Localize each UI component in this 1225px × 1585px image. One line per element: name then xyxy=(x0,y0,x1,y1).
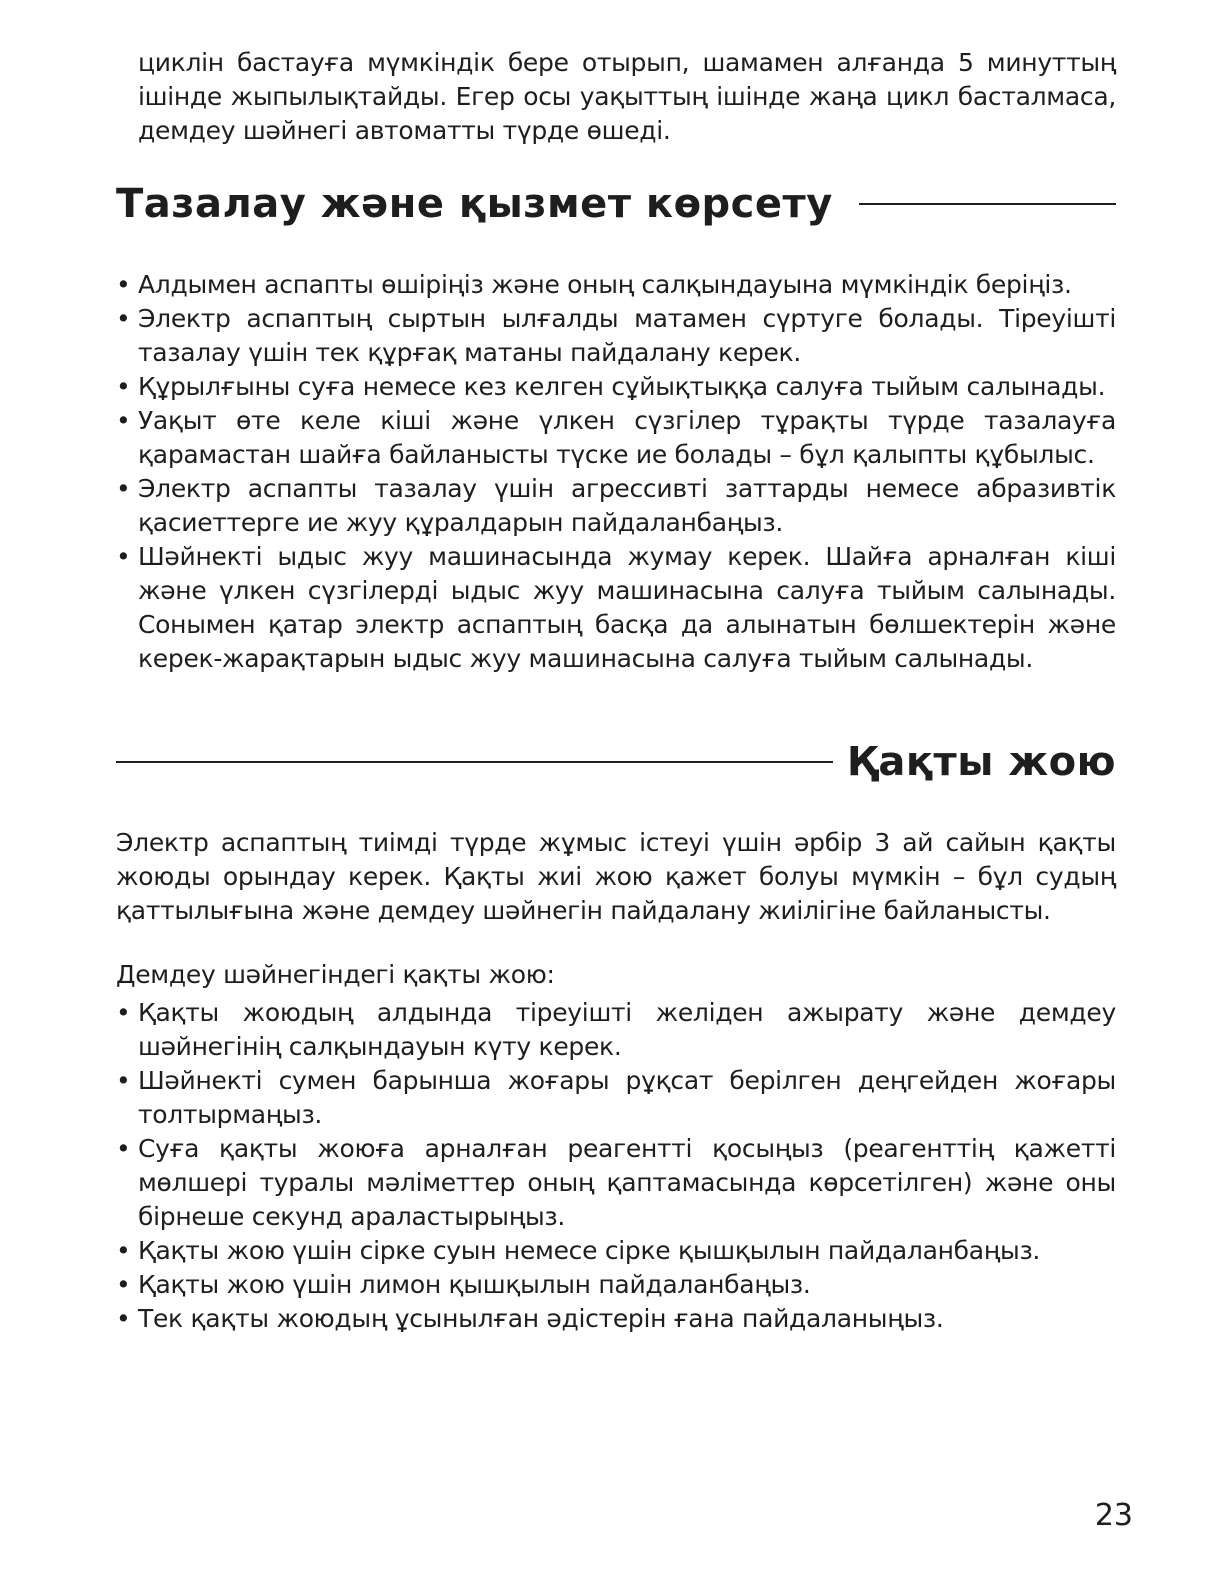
bullet-icon: • xyxy=(116,474,131,503)
bullet-icon: • xyxy=(116,1134,131,1163)
list-item-text: Құрылғыны суға немесе кез келген сұйықтыққа салуға тыйым салынады. xyxy=(138,372,1106,401)
bullet-icon: • xyxy=(116,1236,131,1265)
descaling-section-heading xyxy=(116,738,1116,786)
list-item xyxy=(116,1302,1116,1336)
list-item xyxy=(116,1064,1116,1132)
list-item xyxy=(116,996,1116,1064)
list-item xyxy=(116,370,1116,404)
descaling-section-title: Қақты жою xyxy=(846,739,1116,785)
list-item-text: Тек қақты жоюдың ұсынылған әдістерін ғана пайдаланыңыз. xyxy=(138,1304,944,1333)
page-number: 23 xyxy=(1094,1498,1133,1533)
list-item xyxy=(116,472,1116,540)
bullet-icon: • xyxy=(116,304,131,333)
bullet-icon: • xyxy=(116,406,131,435)
list-item-text: Қақты жою үшін лимон қышқылын пайдаланбаңыз. xyxy=(138,1270,811,1299)
list-item xyxy=(116,1132,1116,1234)
heading-rule xyxy=(116,761,833,763)
bullet-icon: • xyxy=(116,372,131,401)
intro-paragraph: циклін бастауға мүмкіндік бере отырып, шамамен алғанда 5 минуттың ішінде жыпылықтайды. Егер осы уақыттың ішінде жаңа цикл басталмаса, демдеу шәйнегі автоматты түрде өшеді. xyxy=(138,48,1116,145)
list-item-text: Электр аспапты тазалау үшін агрессивті заттарды немесе абразивтік қасиеттерге ие жуу құралдарын пайдаланбаңыз. xyxy=(138,474,1116,537)
cleaning-section-title: Тазалау және қызмет көрсету xyxy=(116,181,833,227)
cleaning-section-heading xyxy=(116,180,1116,228)
list-item xyxy=(116,268,1116,302)
bullet-icon: • xyxy=(116,270,131,299)
descaling-list xyxy=(116,996,1116,1336)
heading-rule xyxy=(859,203,1116,205)
list-item-text: Уақыт өте келе кіші және үлкен сүзгілер тұрақты түрде тазалауға қарамастан шайға байланысты түске ие болады – бұл қалыпты құбылыс. xyxy=(138,406,1116,469)
list-item-text: Электр аспаптың сыртын ылғалды матамен сүртуге болады. Тіреуішті тазалау үшін тек құрғақ матаны пайдалану керек. xyxy=(138,304,1116,367)
list-item-text: Шәйнекті ыдыс жуу машинасында жумау керек. Шайға арналған кіші және үлкен сүзгілерді ыдыс жуу машинасына салуға тыйым салынады. Сонымен қатар электр аспаптың басқа да алынатын бөлшектерін және керек-жарақтарын ыдыс жуу машинасына салуға тыйым салынады. xyxy=(138,542,1116,673)
cleaning-list xyxy=(116,268,1116,676)
list-item xyxy=(116,1268,1116,1302)
bullet-icon: • xyxy=(116,998,131,1027)
list-item-text: Суға қақты жоюға арналған реагентті қосыңыз (реагенттің қажетті мөлшері туралы мәліметтер оның қаптамасында көрсетілген) және оны бірнеше секунд араластырыңыз. xyxy=(138,1134,1116,1231)
list-item xyxy=(116,302,1116,370)
list-item-text: Шәйнекті сумен барынша жоғары рұқсат берілген деңгейден жоғары толтырмаңыз. xyxy=(138,1066,1116,1129)
list-item-text: Алдымен аспапты өшіріңіз және оның салқындауына мүмкіндік беріңіз. xyxy=(138,270,1072,299)
list-item xyxy=(116,540,1116,676)
list-item xyxy=(116,404,1116,472)
list-item-text: Қақты жою үшін сірке суын немесе сірке қышқылын пайдаланбаңыз. xyxy=(138,1236,1041,1265)
descaling-subheading: Демдеу шәйнегіндегі қақты жою: xyxy=(116,960,555,989)
list-item-text: Қақты жоюдың алдында тіреуішті желіден ажырату және демдеу шәйнегінің салқындауын күту керек. xyxy=(138,998,1116,1061)
bullet-icon: • xyxy=(116,1304,131,1333)
bullet-icon: • xyxy=(116,1270,131,1299)
descaling-paragraph: Электр аспаптың тиімді түрде жұмыс істеуі үшін әрбір 3 ай сайын қақты жоюды орындау керек. Қақты жиі жою қажет болуы мүмкін – бұл судың қаттылығына және демдеу шәйнегін пайдалану жиілігіне байланысты. xyxy=(116,828,1116,925)
bullet-icon: • xyxy=(116,542,131,571)
bullet-icon: • xyxy=(116,1066,131,1095)
list-item xyxy=(116,1234,1116,1268)
